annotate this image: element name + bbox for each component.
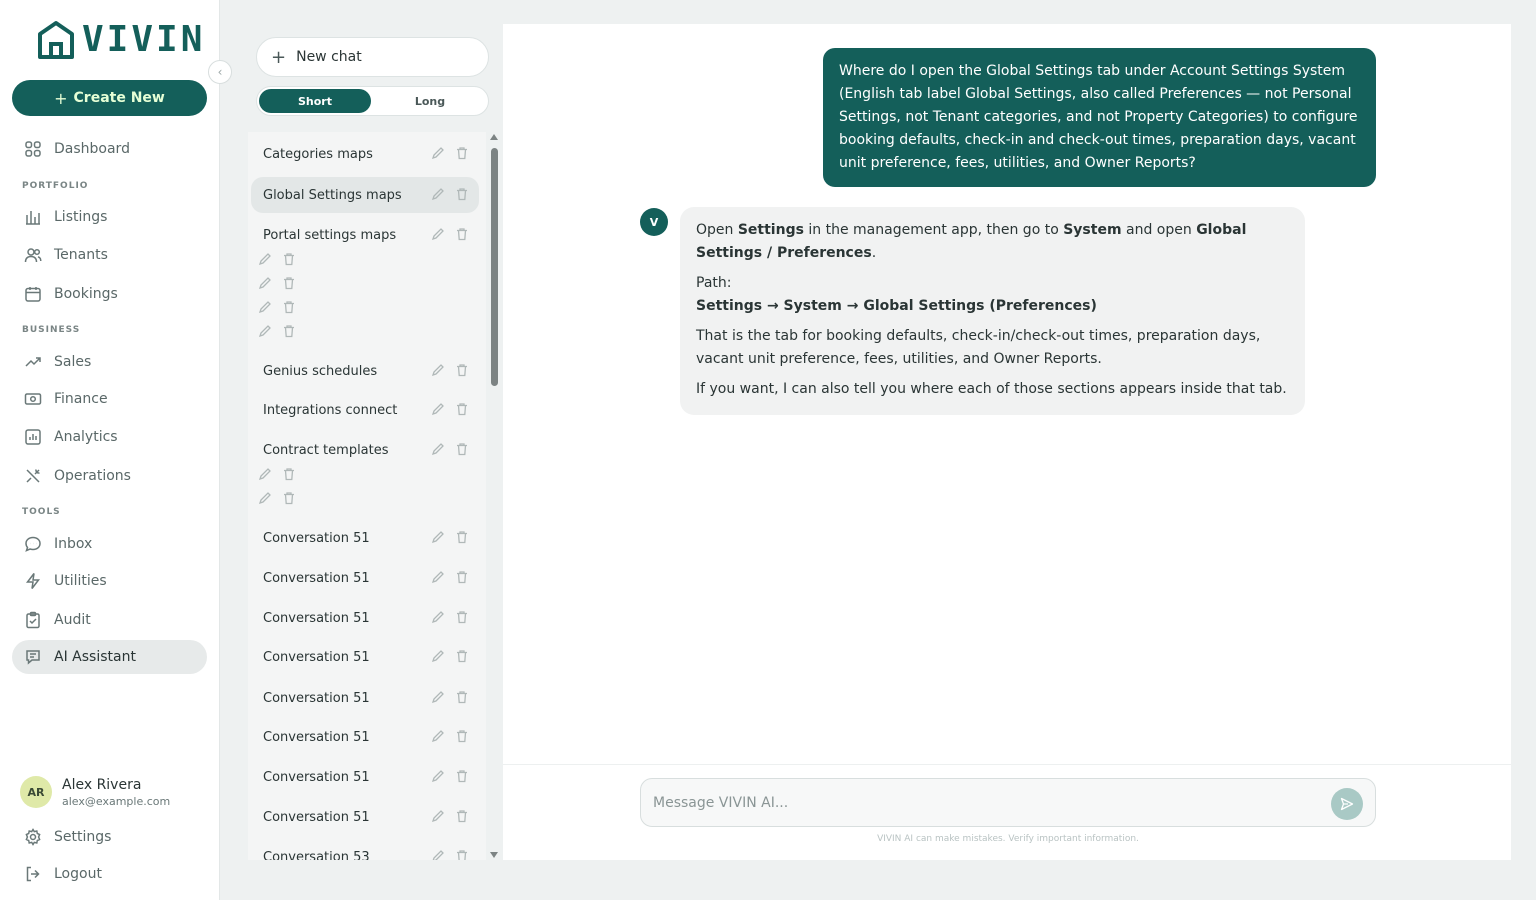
pencil-icon[interactable] xyxy=(258,467,272,481)
pencil-icon[interactable] xyxy=(431,649,445,663)
conversation-title: Conversation 51 xyxy=(263,690,370,706)
chevron-left-icon: ‹ xyxy=(217,65,223,79)
answer-bold-settings: Settings xyxy=(737,222,804,238)
untitled-item-actions xyxy=(258,300,296,314)
pencil-icon[interactable] xyxy=(431,146,445,160)
list-item[interactable] xyxy=(251,177,479,213)
trash-icon[interactable] xyxy=(455,849,469,860)
nav-finance-label: Finance xyxy=(54,391,108,407)
nav-tenants-label: Tenants xyxy=(54,247,108,263)
pencil-icon[interactable] xyxy=(258,491,272,505)
sidebar xyxy=(0,0,220,900)
nav-inbox[interactable] xyxy=(12,527,207,561)
conversation-title: Conversation 51 xyxy=(263,809,370,825)
section-portfolio: PORTFOLIO xyxy=(22,181,89,191)
toggle-long[interactable]: Long xyxy=(414,94,446,108)
nav-listings[interactable] xyxy=(12,200,207,234)
pencil-icon[interactable] xyxy=(431,570,445,584)
pencil-icon[interactable] xyxy=(431,227,445,241)
new-chat-button[interactable] xyxy=(256,37,489,77)
nav-settings[interactable] xyxy=(12,820,207,854)
conversation-title: Global Settings maps xyxy=(263,187,402,203)
nav-sales-label: Sales xyxy=(54,354,92,370)
pencil-icon[interactable] xyxy=(431,442,445,456)
trash-icon[interactable] xyxy=(455,809,469,823)
scroll-down-icon[interactable] xyxy=(490,852,498,858)
trend-up-icon xyxy=(24,353,42,371)
list-item[interactable] xyxy=(251,799,479,835)
trash-icon[interactable] xyxy=(455,227,469,241)
answer-text: . xyxy=(871,245,877,261)
home-logo-icon xyxy=(36,20,76,60)
nav-finance[interactable] xyxy=(12,382,207,416)
create-new-button[interactable] xyxy=(12,80,207,116)
list-item[interactable] xyxy=(251,639,479,675)
pencil-icon[interactable] xyxy=(258,324,272,338)
brand-name: VIVIN xyxy=(82,19,206,60)
message-input[interactable] xyxy=(640,778,1376,827)
trash-icon[interactable] xyxy=(455,146,469,160)
nav-audit[interactable] xyxy=(12,603,207,637)
path-value: Settings → System → Global Settings (Preferences) xyxy=(696,298,1097,314)
conversation-title: Conversation 51 xyxy=(263,530,370,546)
composer-divider xyxy=(503,764,1511,765)
user-email: alex@example.com xyxy=(62,794,171,808)
collapse-sidebar-button[interactable] xyxy=(208,60,232,84)
nav-listings-label: Listings xyxy=(54,209,108,225)
nav-settings-label: Settings xyxy=(54,829,112,845)
list-item[interactable] xyxy=(251,600,479,636)
nav-bookings[interactable] xyxy=(12,277,207,311)
scroll-up-icon[interactable] xyxy=(490,134,498,140)
grid-icon xyxy=(24,140,42,158)
pencil-icon[interactable] xyxy=(431,769,445,783)
disclaimer: VIVIN AI can make mistakes. Verify important information. xyxy=(877,834,1139,844)
conversation-title: Conversation 51 xyxy=(263,769,370,785)
trash-icon[interactable] xyxy=(455,570,469,584)
nav-tenants[interactable] xyxy=(12,238,207,272)
user-name: Alex Rivera xyxy=(62,776,142,793)
trash-icon[interactable] xyxy=(455,690,469,704)
new-chat-label: New chat xyxy=(296,49,362,65)
trash-icon[interactable] xyxy=(455,610,469,624)
untitled-item-actions xyxy=(258,467,296,481)
pencil-icon[interactable] xyxy=(431,610,445,624)
create-new-label: Create New xyxy=(73,90,165,106)
nav-ai-assistant-label: AI Assistant xyxy=(54,649,136,665)
nav-sales[interactable] xyxy=(12,345,207,379)
users-icon xyxy=(24,246,42,264)
avatar: AR xyxy=(20,776,52,808)
conversation-title: Portal settings maps xyxy=(263,227,397,243)
trash-icon[interactable] xyxy=(455,363,469,377)
untitled-item-actions xyxy=(258,276,296,290)
section-business: BUSINESS xyxy=(22,325,81,335)
answer-bold-global-settings: Global Settings / Preferences xyxy=(696,222,1247,261)
lightning-icon xyxy=(24,572,42,590)
conversation-scrollbar[interactable] xyxy=(490,132,498,860)
list-item[interactable] xyxy=(251,353,479,389)
trash-icon[interactable] xyxy=(455,442,469,456)
pencil-icon[interactable] xyxy=(431,849,445,860)
answer-paragraph xyxy=(696,219,1289,265)
nav-analytics[interactable] xyxy=(12,420,207,454)
untitled-item-actions xyxy=(258,252,296,266)
nav-logout[interactable] xyxy=(12,857,207,891)
ai-chat-icon xyxy=(24,648,42,666)
message-input-placeholder: Message VIVIN AI... xyxy=(653,794,789,811)
answer-paragraph: If you want, I can also tell you where each of those sections appears inside that tab. xyxy=(696,381,1287,397)
answer-text: and open xyxy=(1121,222,1197,238)
list-item[interactable] xyxy=(251,560,479,596)
user-message: Where do I open the Global Settings tab under Account Settings System (English tab label Global Settings, also called Preferences — not Personal Settings, not Tenant categories, and not Property Categories) to configure booking defaults, check-in and check-out times, preparation days, vacant unit preference, fees, utilities, and Owner Reports? xyxy=(823,48,1376,187)
pencil-icon[interactable] xyxy=(431,363,445,377)
answer-paragraph: That is the tab for booking defaults, check-in/check-out times, preparation days, vacant unit preference, fees, utilities, and Owner Reports. xyxy=(696,328,1261,367)
trash-icon[interactable] xyxy=(282,491,296,505)
pencil-icon[interactable] xyxy=(431,690,445,704)
assistant-message xyxy=(680,207,1305,415)
nav-operations-label: Operations xyxy=(54,468,131,484)
calendar-icon xyxy=(24,285,42,303)
conversation-title: Conversation 51 xyxy=(263,570,370,586)
trash-icon[interactable] xyxy=(455,530,469,544)
list-item[interactable] xyxy=(251,680,479,716)
assistant-avatar: V xyxy=(640,208,668,236)
trash-icon[interactable] xyxy=(282,252,296,266)
user-profile[interactable] xyxy=(20,776,170,808)
trash-icon[interactable] xyxy=(282,467,296,481)
nav-bookings-label: Bookings xyxy=(54,286,118,302)
toggle-short[interactable]: Short xyxy=(259,89,371,113)
conversation-title: Conversation 51 xyxy=(263,729,370,745)
conversation-title: Integrations connect xyxy=(263,402,398,418)
nav-analytics-label: Analytics xyxy=(54,429,118,445)
trash-icon[interactable] xyxy=(455,649,469,663)
scrollbar-thumb[interactable] xyxy=(491,148,498,386)
nav-dashboard[interactable] xyxy=(12,132,207,166)
answer-bold-system: System xyxy=(1063,222,1122,238)
trash-icon[interactable] xyxy=(282,300,296,314)
pencil-icon[interactable] xyxy=(431,809,445,823)
list-item[interactable] xyxy=(251,217,479,253)
length-toggle xyxy=(256,86,489,116)
pencil-icon[interactable] xyxy=(258,300,272,314)
section-tools: TOOLS xyxy=(22,507,61,517)
pencil-icon[interactable] xyxy=(431,402,445,416)
list-item[interactable] xyxy=(251,839,479,860)
trash-icon[interactable] xyxy=(455,769,469,783)
nav-ai-assistant[interactable] xyxy=(12,640,207,674)
nav-audit-label: Audit xyxy=(54,612,91,628)
path-label: Path: xyxy=(696,275,732,291)
conversation-panel xyxy=(244,24,502,860)
nav-inbox-label: Inbox xyxy=(54,536,93,552)
pencil-icon[interactable] xyxy=(258,252,272,266)
chat-bubble-icon xyxy=(24,535,42,553)
nav-operations[interactable] xyxy=(12,459,207,493)
logout-icon xyxy=(24,865,42,883)
trash-icon[interactable] xyxy=(455,729,469,743)
chat-area xyxy=(503,24,1511,860)
conversation-title: Conversation 51 xyxy=(263,610,370,626)
conversation-title: Genius schedules xyxy=(263,363,378,379)
list-item[interactable] xyxy=(251,719,479,755)
pencil-icon[interactable] xyxy=(431,530,445,544)
trash-icon[interactable] xyxy=(282,324,296,338)
conversation-title: Conversation 51 xyxy=(263,649,370,665)
untitled-item-actions xyxy=(258,324,296,338)
answer-text: in the management app, then go to xyxy=(803,222,1064,238)
tools-icon xyxy=(24,467,42,485)
trash-icon[interactable] xyxy=(455,187,469,201)
pencil-icon[interactable] xyxy=(431,729,445,743)
nav-utilities-label: Utilities xyxy=(54,573,107,589)
banknote-icon xyxy=(24,390,42,408)
plus-icon: + xyxy=(54,88,68,108)
list-item[interactable] xyxy=(251,392,479,428)
untitled-item-actions xyxy=(258,491,296,505)
plus-icon: + xyxy=(271,46,287,68)
send-button[interactable] xyxy=(1331,788,1363,820)
conversation-title: Contract templates xyxy=(263,442,389,458)
trash-icon[interactable] xyxy=(455,402,469,416)
conversation-list xyxy=(248,132,486,860)
nav-logout-label: Logout xyxy=(54,866,102,882)
pencil-icon[interactable] xyxy=(431,187,445,201)
nav-utilities[interactable] xyxy=(12,564,207,598)
answer-text: Open xyxy=(696,222,738,238)
list-item[interactable] xyxy=(251,432,479,468)
conversation-title: Categories maps xyxy=(263,146,373,162)
list-item[interactable] xyxy=(251,136,479,172)
building-chart-icon xyxy=(24,208,42,226)
nav-dashboard-label: Dashboard xyxy=(54,141,130,157)
bar-chart-icon xyxy=(24,428,42,446)
send-icon xyxy=(1340,797,1354,811)
path-block xyxy=(696,272,1289,318)
gear-icon xyxy=(24,828,42,846)
list-item[interactable] xyxy=(251,759,479,795)
trash-icon[interactable] xyxy=(282,276,296,290)
list-item[interactable] xyxy=(251,520,479,556)
conversation-title: Conversation 53 xyxy=(263,849,370,860)
clipboard-check-icon xyxy=(24,611,42,629)
pencil-icon[interactable] xyxy=(258,276,272,290)
logo[interactable] xyxy=(36,20,205,60)
